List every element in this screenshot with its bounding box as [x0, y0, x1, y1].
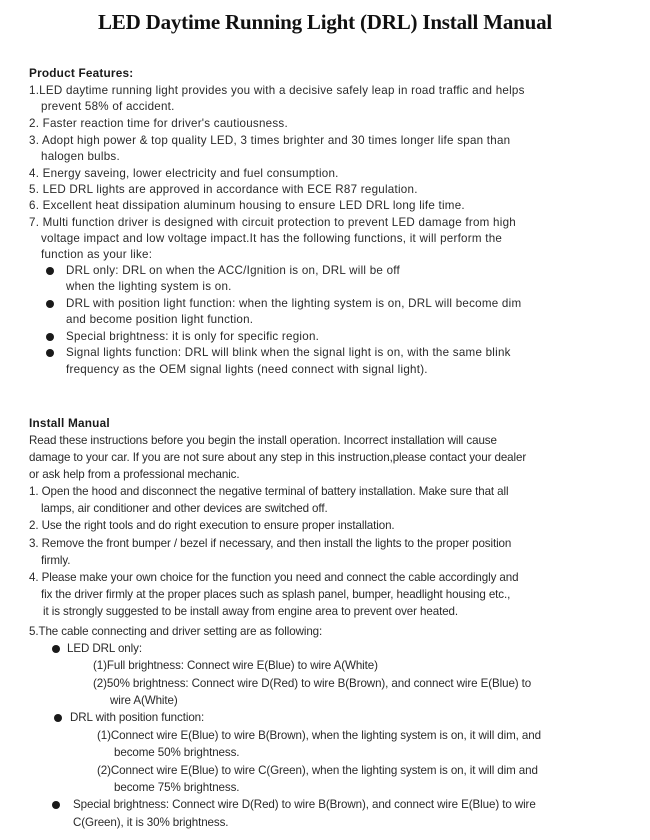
install-step-4-cont: it is strongly suggested to be install away from engine area to prevent over heated. [43, 605, 459, 618]
install-step-3-cont: firmly. [41, 554, 71, 567]
wiring-position-50: (1)Connect wire E(Blue) to wire B(Brown), when the lighting system is on, it will dim, and [97, 729, 541, 742]
wiring-50-brightness-cont: wire A(White) [110, 694, 178, 707]
function-signal-lights: Signal lights function: DRL will blink when the signal light is on, with the same blink [66, 346, 511, 359]
wiring-special-brightness-cont: C(Green), it is 30% brightness. [73, 816, 229, 829]
bullet-icon [46, 267, 54, 275]
install-step-1: 1. Open the hood and disconnect the negative terminal of battery installation. Make sure that all [29, 485, 509, 498]
wiring-position-75-cont: become 75% brightness. [114, 781, 240, 794]
install-intro-cont: damage to your car. If you are not sure about any step in this instruction,please contact your dealer [29, 451, 527, 464]
bullet-icon [46, 349, 54, 357]
install-step-1-cont: lamps, air conditioner and other devices are switched off. [41, 502, 328, 515]
wiring-position-50-cont: become 50% brightness. [114, 746, 240, 759]
function-position-light-cont: and become position light function. [66, 313, 254, 326]
bullet-icon [52, 645, 60, 653]
wiring-50-brightness: (2)50% brightness: Connect wire D(Red) to wire B(Brown), and connect wire E(Blue) to [93, 677, 532, 690]
bullet-icon [52, 801, 60, 809]
document-title: LED Daytime Running Light (DRL) Install Manual [97, 10, 553, 34]
feature-item-7-cont: function as your like: [41, 248, 153, 261]
install-step-4: 4. Please make your own choice for the function you need and connect the cable accordingly and [29, 571, 519, 584]
bullet-icon [46, 300, 54, 308]
feature-item-7: 7. Multi function driver is designed with circuit protection to prevent LED damage from high [29, 216, 516, 229]
feature-item-1: 1.LED daytime running light provides you with a decisive safely leap in road traffic and helps [29, 84, 525, 97]
feature-item-3: 3. Adopt high power & top quality LED, 3 times brighter and 30 times longer life span than [29, 134, 511, 147]
function-special-brightness: Special brightness: it is only for specific region. [66, 330, 320, 343]
wiring-position-75: (2)Connect wire E(Blue) to wire C(Green), when the lighting system is on, it will dim and [97, 764, 538, 777]
install-heading: Install Manual [29, 416, 110, 430]
install-step-2: 2. Use the right tools and do right execution to ensure proper installation. [29, 519, 395, 532]
feature-item-2: 2. Faster reaction time for driver's cautiousness. [29, 117, 288, 130]
install-intro: Read these instructions before you begin the install operation. Incorrect installation will cause [29, 434, 497, 447]
install-step-3: 3. Remove the front bumper / bezel if necessary, and then install the lights to the proper position [29, 537, 512, 550]
feature-item-3-cont: halogen bulbs. [41, 150, 120, 163]
install-intro-cont: or ask help from a professional mechanic. [29, 468, 240, 481]
feature-item-5: 5. LED DRL lights are approved in accordance with ECE R87 regulation. [29, 183, 418, 196]
feature-item-1-cont: prevent 58% of accident. [41, 100, 175, 113]
wiring-position-function: DRL with position function: [70, 711, 205, 724]
wiring-special-brightness: Special brightness: Connect wire D(Red) to wire B(Brown), and connect wire E(Blue) to wire [73, 798, 536, 811]
bullet-icon [54, 714, 62, 722]
feature-item-4: 4. Energy saveing, lower electricity and fuel consumption. [29, 167, 339, 180]
wiring-full-brightness: (1)Full brightness: Connect wire E(Blue) to wire A(White) [93, 659, 378, 672]
wiring-led-drl-only: LED DRL only: [67, 642, 142, 655]
features-heading: Product Features: [29, 66, 134, 80]
feature-item-6: 6. Excellent heat dissipation aluminum housing to ensure LED DRL long life time. [29, 199, 465, 212]
feature-item-7-cont: voltage impact and low voltage impact.It has the following functions, it will perform the [41, 232, 503, 245]
install-step-4-cont: fix the driver firmly at the proper places such as splash panel, bumper, headlight housing etc., [41, 588, 511, 601]
function-position-light: DRL with position light function: when the lighting system is on, DRL will become dim [66, 297, 522, 310]
install-step-5: 5.The cable connecting and driver setting are as following: [29, 625, 323, 638]
function-drl-only-cont: when the lighting system is on. [66, 280, 232, 293]
bullet-icon [46, 333, 54, 341]
function-drl-only: DRL only: DRL on when the ACC/Ignition is on, DRL will be off [66, 264, 401, 277]
function-signal-lights-cont: frequency as the OEM signal lights (need connect with signal light). [66, 363, 428, 376]
